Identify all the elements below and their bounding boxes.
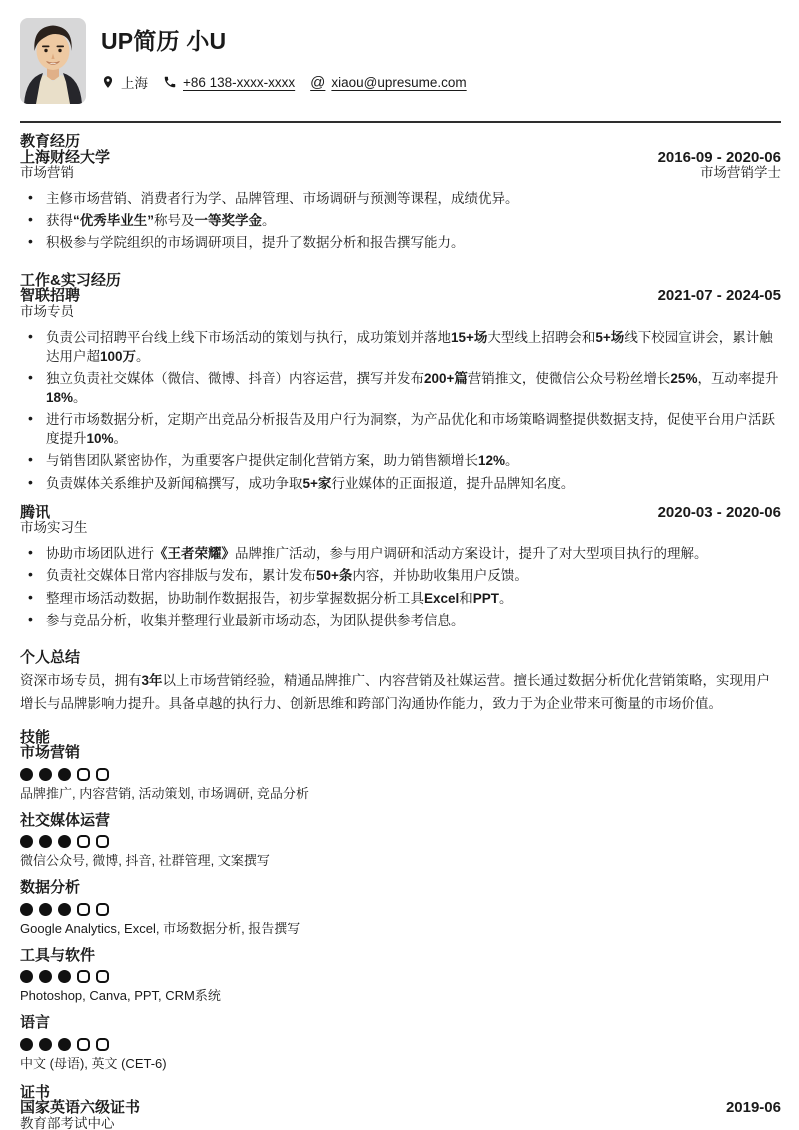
skill-dot-filled [58, 768, 71, 781]
highlight-text: 12% [478, 453, 506, 469]
skills-title: 技能 [20, 728, 51, 746]
degree: 市场营销学士 [700, 165, 781, 181]
skill-dot-filled [39, 903, 52, 916]
skill-block [20, 948, 781, 1005]
skill-dot-empty [96, 768, 109, 781]
text-segment: 。 [136, 348, 150, 364]
text-segment: 进行市场数据分析，定期产出竞品分析报告及用户行为洞察，为产品优化和市场策略调整提供数据支持，促使平台用户活跃度提升 [46, 412, 775, 447]
skill-dot-filled [39, 835, 52, 848]
location-text: 上海 [121, 76, 148, 92]
phone-link[interactable] [163, 75, 295, 90]
text-segment: 独立负责社交媒体（微信、微博、抖音）内容运营，撰写并发布 [46, 370, 424, 386]
header-info [101, 18, 781, 92]
skill-level-dots [20, 970, 781, 983]
skill-dot-empty [96, 903, 109, 916]
section-certificate [20, 1085, 781, 1130]
text-segment: ，互动率提升 [697, 370, 779, 386]
work-bullets [20, 328, 781, 493]
work-entry-right [658, 288, 781, 304]
bullet-item [20, 474, 781, 493]
text-segment: 线下校园宣讲会，累计触达用户超 [46, 329, 773, 364]
work-entry [20, 288, 781, 493]
bullet-item [20, 189, 781, 208]
text-segment: 负责社交媒体日常内容排版与发布，累计发布 [46, 568, 316, 584]
text-segment: 负责媒体关系维护及新闻稿撰写，成功争取 [46, 475, 303, 491]
skill-level-dots [20, 768, 781, 781]
bullet-item [20, 544, 781, 563]
work-entry-left [20, 288, 80, 319]
education-entry-left [20, 150, 110, 181]
highlight-text: 《王者荣耀》 [154, 546, 235, 562]
skill-name: 工具与软件 [20, 946, 96, 964]
text-segment: 称号及 [154, 213, 195, 229]
profile-photo-image [20, 18, 86, 104]
certificate-name: 国家英语六级证书 [20, 1099, 141, 1117]
email-link[interactable] [310, 75, 467, 90]
bullet-item [20, 233, 781, 252]
text-segment: 。 [499, 590, 513, 606]
skill-dot-filled [58, 970, 71, 983]
text-segment: 大型线上招聘会和 [487, 329, 596, 345]
highlight-text: 5+家 [302, 475, 332, 491]
phone-icon [163, 75, 177, 89]
school-name: 上海财经大学 [20, 148, 111, 166]
skill-block [20, 813, 781, 870]
skill-name: 社交媒体运营 [20, 811, 111, 829]
text-segment: 参与竞品分析，收集并整理行业最新市场动态，为团队提供参考信息。 [46, 612, 465, 628]
text-segment: 协助市场团队进行 [46, 546, 154, 562]
skill-dot-filled [20, 903, 33, 916]
bullet-item [20, 410, 781, 448]
candidate-name: UP简历 小U [101, 28, 227, 54]
certificate-issuer: 教育部考试中心 [20, 1115, 115, 1130]
text-segment: 主修市场营销、消费者行为学、品牌管理、市场调研与预测等课程，成绩优异。 [46, 191, 519, 207]
summary-title: 个人总结 [20, 648, 81, 666]
highlight-text: 50+条 [316, 568, 353, 584]
bullet-item [20, 611, 781, 630]
highlight-text: 15+场 [451, 329, 488, 345]
work-entry [20, 505, 781, 630]
text-segment: 获得 [46, 213, 73, 229]
skill-keywords: Photoshop, Canva, PPT, CRM系统 [20, 988, 221, 1004]
email-text: xiaou@upresume.com [331, 74, 467, 90]
certificate-entry-head [20, 1100, 781, 1130]
bullet-item [20, 566, 781, 585]
resume-header [20, 18, 781, 104]
skill-keywords: Google Analytics, Excel, 市场数据分析, 报告撰写 [20, 920, 301, 936]
education-title: 教育经历 [20, 133, 81, 150]
work-dates: 2020-03 - 2020-06 [657, 503, 781, 521]
text-segment: 行业媒体的正面报道，提升品牌知名度。 [331, 475, 575, 491]
skill-name: 市场营销 [20, 744, 81, 762]
at-icon: @ [310, 73, 326, 91]
bullet-item [20, 589, 781, 608]
highlight-text: 18% [46, 390, 74, 405]
skill-block [20, 880, 781, 937]
education-entry-right [658, 150, 781, 181]
contact-row [101, 72, 781, 92]
skill-keywords: 微信公众号, 微博, 抖音, 社群管理, 文案撰写 [20, 853, 270, 869]
skill-level-dots [20, 1038, 781, 1051]
summary-text [20, 670, 781, 715]
text-segment: 和 [459, 590, 473, 606]
section-education [20, 134, 781, 253]
highlight-text: 3年 [141, 673, 163, 689]
education-dates: 2016-09 - 2020-06 [657, 148, 781, 166]
certificate-entry [20, 1100, 781, 1130]
highlight-text: 100万 [100, 348, 137, 364]
highlight-text: 5+场 [595, 329, 625, 345]
highlight-text: Excel [424, 590, 460, 606]
skill-level-dots [20, 903, 781, 916]
skill-dot-filled [20, 1038, 33, 1051]
skill-dot-empty [96, 970, 109, 983]
education-bullets [20, 189, 781, 252]
skill-block [20, 1015, 781, 1072]
skill-dot-empty [77, 970, 90, 983]
text-segment: 内容，并协助收集用户反馈。 [352, 568, 528, 584]
highlight-text: 10% [86, 431, 114, 447]
text-segment: 资深市场专员，拥有 [20, 673, 142, 689]
bullet-item [20, 211, 781, 230]
education-entry-head [20, 150, 781, 181]
skill-dot-empty [77, 1038, 90, 1051]
text-segment: 营销推文，使微信公众号粉丝增长 [467, 370, 671, 386]
certificate-entry-left [20, 1100, 140, 1130]
company-name: 智联招聘 [20, 287, 81, 305]
profile-photo [20, 18, 86, 104]
company-name: 腾讯 [20, 503, 51, 521]
skill-keywords: 品牌推广, 内容营销, 活动策划, 市场调研, 竞品分析 [20, 785, 309, 801]
highlight-text: PPT [472, 590, 500, 606]
work-dates: 2021-07 - 2024-05 [657, 287, 781, 305]
certificate-entry-right [726, 1100, 781, 1116]
job-role: 市场实习生 [20, 520, 88, 536]
text-segment: 。 [73, 390, 87, 405]
highlight-text: 25% [670, 370, 698, 386]
skill-dot-filled [20, 970, 33, 983]
work-title: 工作&实习经历 [20, 271, 121, 289]
highlight-text: 200+篇 [424, 370, 468, 386]
section-work [20, 273, 781, 630]
text-segment: 。 [113, 431, 128, 447]
skill-dot-filled [39, 768, 52, 781]
skill-dot-empty [77, 903, 90, 916]
skill-dot-empty [96, 835, 109, 848]
skill-level-dots [20, 835, 781, 848]
certificate-title: 证书 [20, 1083, 51, 1101]
skill-block [20, 745, 781, 802]
skill-name: 语言 [20, 1014, 51, 1032]
skill-dot-filled [58, 835, 71, 848]
header-divider [20, 121, 781, 123]
work-entry-head [20, 288, 781, 319]
skill-dot-filled [58, 1038, 71, 1051]
text-segment: 。 [505, 453, 519, 469]
bullet-item [20, 328, 781, 366]
work-entry-left [20, 505, 88, 536]
certificate-date: 2019-06 [725, 1099, 781, 1117]
text-segment: 负责公司招聘平台线上线下市场活动的策划与执行，成功策划并落地 [46, 329, 451, 345]
text-segment: 。 [262, 213, 276, 229]
phone-text: +86 138-xxxx-xxxx [183, 74, 296, 90]
work-bullets [20, 544, 781, 630]
map-pin-icon [101, 75, 115, 89]
bullet-item [20, 369, 781, 407]
work-entry-right [658, 505, 781, 521]
skill-dot-filled [39, 1038, 52, 1051]
job-role: 市场专员 [20, 303, 74, 319]
skill-dot-filled [20, 768, 33, 781]
skill-dot-filled [39, 970, 52, 983]
text-segment: 品牌推广活动，参与用户调研和活动方案设计，提升了对大型项目执行的理解。 [235, 546, 708, 562]
text-segment: 以上市场营销经验，精通品牌推广、内容营销及社媒运营。擅长通过数据分析优化营销策略，实现用户增长与品牌影响力提升。具备卓越的执行力、创新思维和跨部门沟通协作能力，致力于为企业带来可衡量的市场价值。 [20, 673, 771, 711]
major: 市场营销 [20, 165, 74, 181]
text-segment: 整理市场活动数据，协助制作数据报告，初步掌握数据分析工具 [46, 590, 424, 606]
highlight-text: “优秀毕业生” [73, 213, 154, 229]
skill-dot-filled [20, 835, 33, 848]
section-summary [20, 650, 781, 716]
location-item [101, 72, 148, 92]
skill-name: 数据分析 [20, 879, 81, 897]
text-segment: 积极参与学院组织的市场调研项目，提升了数据分析和报告撰写能力。 [46, 235, 465, 251]
text-segment: 与销售团队紧密协作，为重要客户提供定制化营销方案，助力销售额增长 [46, 453, 478, 469]
skill-dot-filled [58, 903, 71, 916]
bullet-item [20, 451, 781, 470]
skill-dot-empty [77, 768, 90, 781]
skill-keywords: 中文 (母语), 英文 (CET-6) [20, 1055, 167, 1071]
education-entry [20, 150, 781, 253]
skill-dot-empty [77, 835, 90, 848]
highlight-text: 一等奖学金 [194, 213, 262, 229]
skill-dot-empty [96, 1038, 109, 1051]
work-entry-head [20, 505, 781, 536]
section-skills [20, 730, 781, 1072]
